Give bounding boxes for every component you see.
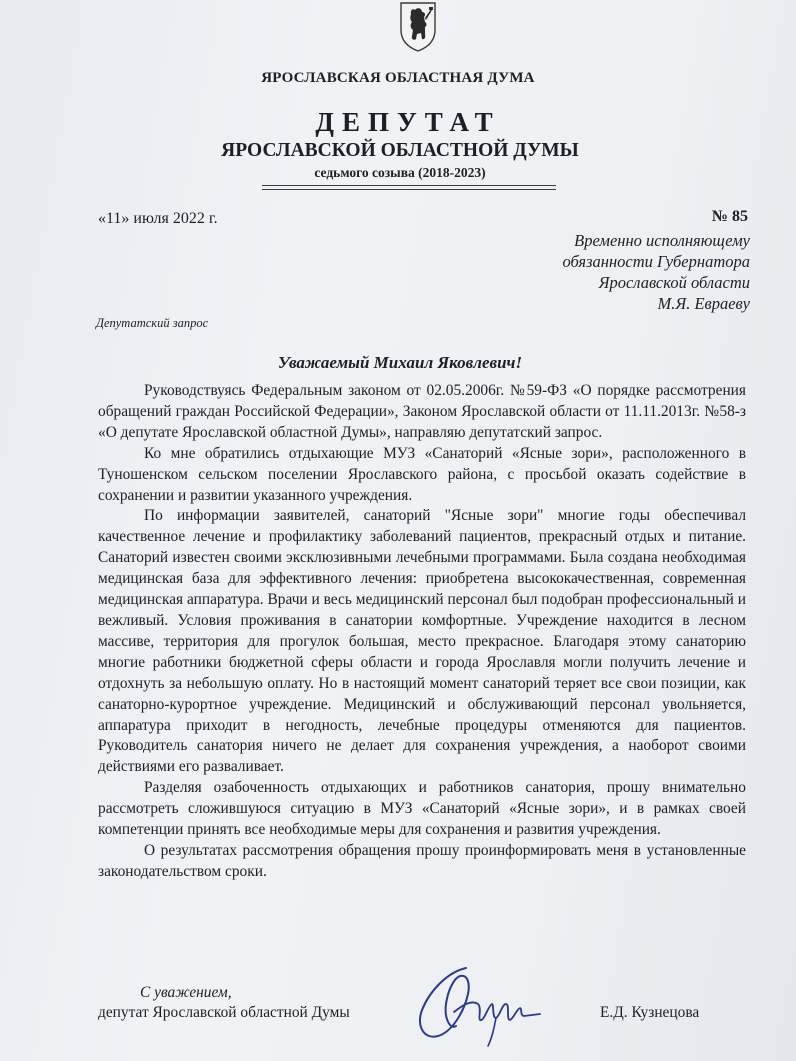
letter-number: № 85 [711,208,748,225]
convocation: седьмого созыва (2018-2023) [314,165,486,180]
salutation: Уважаемый Михаил Яковлевич! [277,353,523,372]
addressee-block [563,230,751,314]
addressee-line: М.Я. Евраеву [657,294,750,313]
body-paragraph: По информации заявителей, санаторий "Ясные зори" многие годы обеспечивал качественное лечение и профилактику заболеваний пациентов, прекрасный отдых и питание. Санаторий известен своими эксклюзивными лечебными программами. Была создана необходимая медицинская база для эффективного лечения: приобретена высококачественная, современная медицинская аппаратура. Врачи и весь медицинский персонал был подобран профессиональный и вежливый. Условия проживания в санатории комфортные. Учреждение находится в лесном массиве, территория для прогулок большая, место прекрасное. Благодаря этому санаторию многие работники бюджетной сферы области и города Ярославля могли получить лечение и отдохнуть за небольшую оплату. Но в настоящий момент санаторий теряет все свои позиции, как санаторно-курортное учреждение. Медицинский и обслуживающий персонал увольняется, аппаратура приходит в негодность, лечебные процедуры отменяются для пациентов. Руководитель санатория ничего не делает для сохранения учреждения, а наоборот своими действиями его разваливает. [98,507,746,776]
letter-date: «11» июля 2022 г. [98,210,218,227]
deputy-title: ДЕПУТАТ [315,107,501,137]
body-paragraph: Ко мне обратились отдыхающие МУЗ «Санаторий «Ясные зори», расположенного в Туношенском сельском поселении Ярославского района, с просьбой оказать содействие в сохранении и развитии указанного учреждения. [98,444,746,504]
body-paragraph: О результатах рассмотрения обращения прошу проинформировать меня в установленные законодательством сроки. [98,841,746,880]
letter-body [98,381,746,883]
header-divider [262,185,556,186]
signer-position: депутат Ярославской областной Думы [98,1004,350,1021]
organization-name: ЯРОСЛАВСКАЯ ОБЛАСТНАЯ ДУМА [261,70,535,86]
deputy-subtitle: ЯРОСЛАВСКОЙ ОБЛАСТНОЙ ДУМЫ [221,140,579,161]
body-paragraph: Руководствуясь Федеральным законом от 02.05.2006г. №59-ФЗ «О порядке рассмотрения обращений граждан Российской Федерации», Законом Ярославской области от 11.11.2013г. №58-з «О депутате Ярославской областной Думы», направляю депутатский запрос. [98,382,746,441]
closing-regards: С уважением, [140,984,232,1001]
header-divider [262,189,556,190]
body-paragraph: Разделяя озабоченность отдыхающих и работников санатория, прошу внимательно рассмотреть сложившуюся ситуацию в МУЗ «Санаторий «Ясные зори», и в рамках своей компетенции принять все необходимые меры для сохранения и развития учреждения. [98,779,746,839]
request-label: Депутатский запрос [96,316,209,330]
addressee-line: обязанности Губернатора [562,252,750,271]
addressee-line: Ярославской области [598,273,750,292]
handwritten-signature-icon [408,960,548,1050]
coat-of-arms-bear-icon [398,0,438,52]
addressee-line: Временно исполняющему [574,231,750,250]
signer-name: Е.Д. Кузнецова [600,1004,700,1021]
